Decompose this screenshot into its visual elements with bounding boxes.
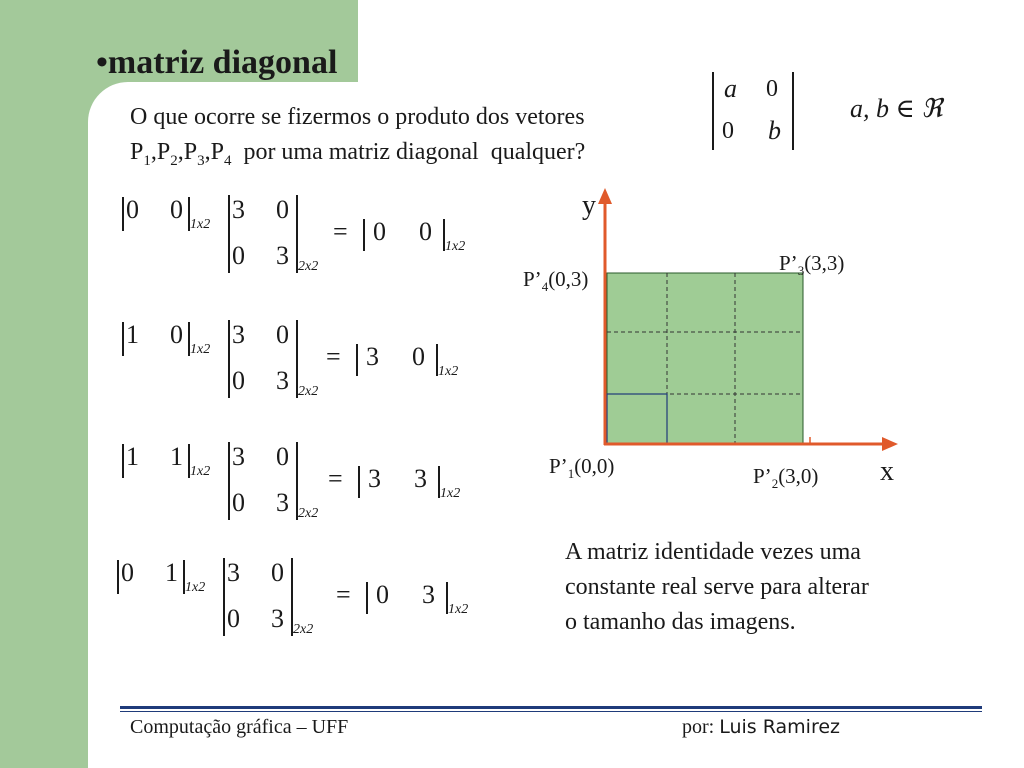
matrix-m21: 0 <box>232 488 245 517</box>
footer-prefix: por: <box>682 716 720 738</box>
result-value-1: 0 <box>373 217 386 246</box>
vector-value-2: 1 <box>165 558 178 587</box>
result-value-2: 0 <box>412 342 425 371</box>
matrix-m21: 0 <box>232 366 245 395</box>
intro-rest: por uma matriz diagonal qualquer? <box>231 139 586 165</box>
matrix-m22: 3 <box>276 488 289 517</box>
vector-value-1: 0 <box>121 558 134 587</box>
p1-name: P’ <box>549 454 568 478</box>
intro-p1-sub: 1 <box>143 152 151 169</box>
result-value-1: 3 <box>368 464 381 493</box>
point-p3-label <box>779 251 844 279</box>
matrix-m22: 3 <box>271 604 284 633</box>
slide-title: •matriz diagonal <box>96 44 338 81</box>
vector-value-2: 1 <box>170 442 183 471</box>
result-value-1: 0 <box>376 580 389 609</box>
y-axis-label: y <box>582 190 596 221</box>
p3-name: P’ <box>779 251 798 275</box>
intro-line-1: O que ocorre se fizermos o produto dos vetores <box>130 104 585 130</box>
matrix-m12: 0 <box>276 195 289 224</box>
vector-value-2: 0 <box>170 195 183 224</box>
p4-sub: 4 <box>541 279 549 295</box>
p1-coords: (0,0) <box>574 454 615 478</box>
matrix-dim: 2x2 <box>293 622 314 637</box>
matrix-m22: 3 <box>276 366 289 395</box>
matrix-dim: 2x2 <box>298 384 319 399</box>
p2-coords: (3,0) <box>778 464 819 488</box>
vector-dim: 1x2 <box>185 580 206 595</box>
footer-rule-thick <box>120 706 982 709</box>
intro-p1: P <box>130 139 144 165</box>
conclusion-line-2: constante real serve para alterar <box>565 574 869 600</box>
equals-sign: = <box>328 464 343 493</box>
p2-sub: 2 <box>771 476 779 492</box>
matrix-m12: 0 <box>271 558 284 587</box>
intro-p3-sub: 3 <box>197 152 205 169</box>
matrix-m21: 0 <box>227 604 240 633</box>
vector-value-1: 0 <box>126 195 139 224</box>
matrix-dim: 2x2 <box>298 506 319 521</box>
intro-p4-sub: 4 <box>223 152 232 169</box>
footer-credit <box>682 716 840 739</box>
vector-dim: 1x2 <box>190 464 211 479</box>
p2-name: P’ <box>753 464 772 488</box>
matrix-zero-top: 0 <box>766 76 778 102</box>
result-value-1: 3 <box>366 342 379 371</box>
intro-p4: ,P <box>204 139 224 165</box>
result-dim: 1x2 <box>440 486 461 501</box>
conclusion-line-1: A matriz identidade vezes uma <box>565 539 861 565</box>
intro-p2-sub: 2 <box>170 152 178 169</box>
point-p1-label <box>549 454 614 482</box>
footer-rule-thin <box>120 711 982 712</box>
matrix-m22: 3 <box>276 241 289 270</box>
p3-sub: 3 <box>797 263 805 279</box>
real-condition: a, b ∈ ℜ <box>850 94 943 123</box>
matrix-dim: 2x2 <box>298 259 319 274</box>
p4-coords: (0,3) <box>548 267 589 291</box>
footer-author: Luis Ramirez <box>719 716 841 738</box>
matrix-a: a <box>724 74 737 103</box>
matrix-m11: 3 <box>232 442 245 471</box>
equals-sign: = <box>326 342 341 371</box>
x-axis-arrow <box>882 437 898 451</box>
footer-course: Computação gráfica – UFF <box>130 716 349 738</box>
p1-sub: 1 <box>567 466 575 482</box>
intro-p3: ,P <box>177 139 198 165</box>
matrix-m11: 3 <box>232 320 245 349</box>
equals-sign: = <box>333 217 348 246</box>
vector-value-2: 0 <box>170 320 183 349</box>
conclusion-line-3: o tamanho das imagens. <box>565 609 796 635</box>
p4-name: P’ <box>523 267 542 291</box>
result-dim: 1x2 <box>445 239 466 254</box>
intro-p2: ,P <box>150 139 171 165</box>
result-dim: 1x2 <box>448 602 469 617</box>
vector-dim: 1x2 <box>190 342 211 357</box>
x-axis-label: x <box>880 456 894 487</box>
scaled-square-fill <box>607 273 803 444</box>
matrix-m11: 3 <box>232 195 245 224</box>
p3-coords: (3,3) <box>804 251 845 275</box>
matrix-m12: 0 <box>276 320 289 349</box>
result-value-2: 3 <box>414 464 427 493</box>
vector-dim: 1x2 <box>190 217 211 232</box>
point-p4-label <box>523 267 588 295</box>
result-dim: 1x2 <box>438 364 459 379</box>
y-axis-arrow <box>598 188 612 204</box>
vector-value-1: 1 <box>126 320 139 349</box>
matrix-m12: 0 <box>276 442 289 471</box>
matrix-m11: 3 <box>227 558 240 587</box>
matrix-zero-bottom: 0 <box>722 118 734 144</box>
result-value-2: 0 <box>419 217 432 246</box>
vector-value-1: 1 <box>126 442 139 471</box>
point-p2-label <box>753 464 818 492</box>
matrix-b: b <box>768 116 781 145</box>
matrix-m21: 0 <box>232 241 245 270</box>
equals-sign: = <box>336 580 351 609</box>
result-value-2: 3 <box>422 580 435 609</box>
